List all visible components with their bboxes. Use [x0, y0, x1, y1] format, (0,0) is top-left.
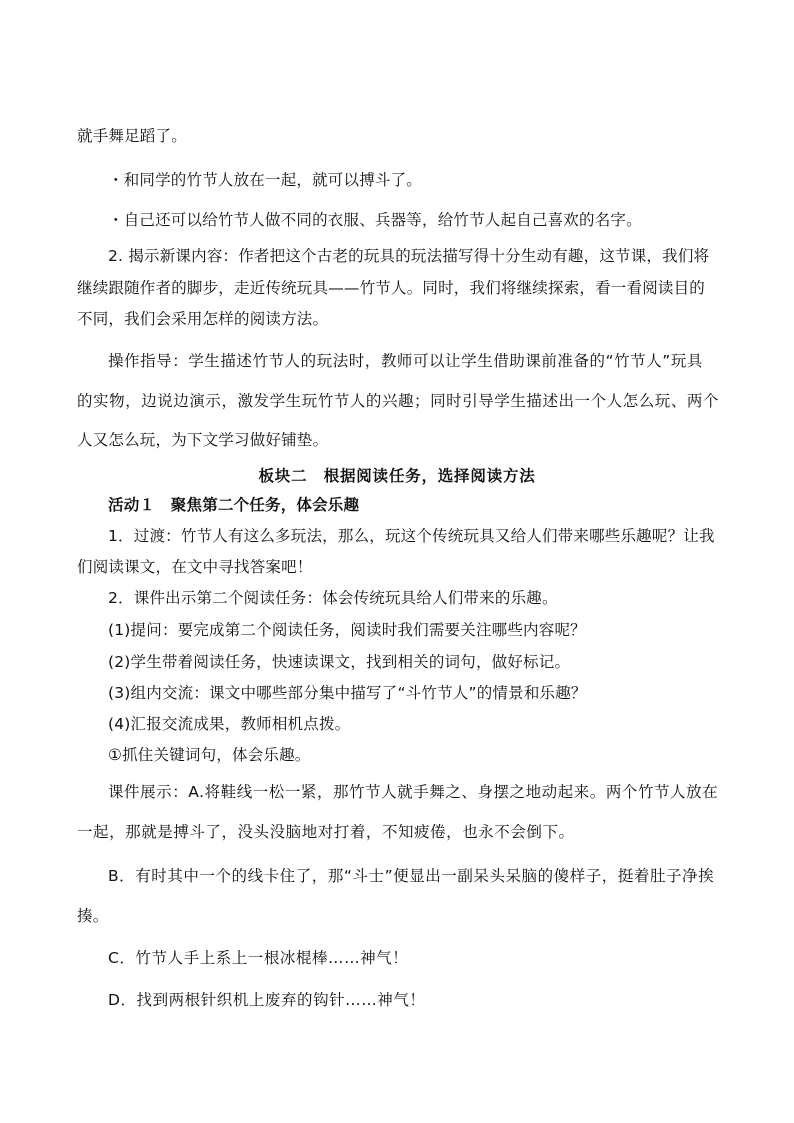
- paragraph-line: 2．课件出示第二个阅读任务：体会传统玩具给人们带来的乐趣。: [108, 589, 558, 607]
- paragraph-line: C．竹节人手上系上一根冰棍棒……神气！: [108, 949, 409, 967]
- bullet-item: ・和同学的竹节人放在一起，就可以搏斗了。: [108, 171, 423, 189]
- list-item: ①抓住关键词句，体会乐趣。: [108, 746, 311, 764]
- section-heading: 板块二 根据阅读任务，选择阅读方法: [258, 467, 536, 485]
- paragraph-line: 2. 揭示新课内容：作者把这个古老的玩具的玩法描写得十分生动有趣，这节课，我们将: [108, 247, 710, 265]
- paragraph-line: 操作指导：学生描述竹节人的玩法时，教师可以让学生借助课前准备的“竹节人”玩具: [108, 352, 703, 370]
- activity-heading: 活动１ 聚焦第二个任务，体会乐趣: [108, 496, 360, 514]
- paragraph-line: 不同，我们会采用怎样的阅读方法。: [77, 310, 329, 328]
- list-item: (1)提问：要完成第二个阅读任务，阅读时我们需要关注哪些内容呢？: [108, 621, 586, 639]
- paragraph-line: D．找到两根针织机上废弃的钩针……神气！: [108, 991, 426, 1009]
- paragraph-line: B．有时其中一个的线卡住了，那“斗士”便显出一副呆头呆脑的傻样子，挺着肚子净挨: [108, 867, 715, 885]
- list-item: (3)组内交流：课文中哪些部分集中描写了“斗竹节人”的情景和乐趣？: [108, 684, 587, 702]
- paragraph-line: 课件展示：A.将鞋线一松一紧，那竹节人就手舞之、身摆之地动起来。两个竹节人放在: [108, 783, 719, 801]
- paragraph-line: 揍。: [77, 907, 109, 925]
- paragraph-line: 一起，那就是搏斗了，没头没脑地对打着，不知疲倦，也永不会倒下。: [77, 823, 575, 841]
- list-item: (4)汇报交流成果，教师相机点拨。: [108, 715, 351, 733]
- list-item: (2)学生带着阅读任务，快速读课文，找到相关的词句，做好标记。: [108, 653, 571, 671]
- bullet-item: ・自己还可以给竹节人做不同的衣服、兵器等，给竹节人起自己喜欢的名字。: [108, 211, 642, 229]
- paragraph-line: 的实物，边说边演示，激发学生玩竹节人的兴趣；同时引导学生描述出一个人怎么玩、两个: [77, 392, 720, 410]
- paragraph-line: 们阅读课文，在文中寻找答案吧！: [77, 558, 313, 576]
- paragraph-line: 1．过渡：竹节人有这么多玩法，那么，玩这个传统玩具又给人们带来哪些乐趣呢？让我: [108, 527, 715, 545]
- paragraph-line: 就手舞足蹈了。: [77, 127, 187, 145]
- paragraph-line: 人又怎么玩，为下文学习做好铺垫。: [77, 431, 329, 449]
- paragraph-line: 继续跟随作者的脚步，走近传统玩具——竹节人。同时，我们将继续探索，看一看阅读目的: [77, 279, 706, 297]
